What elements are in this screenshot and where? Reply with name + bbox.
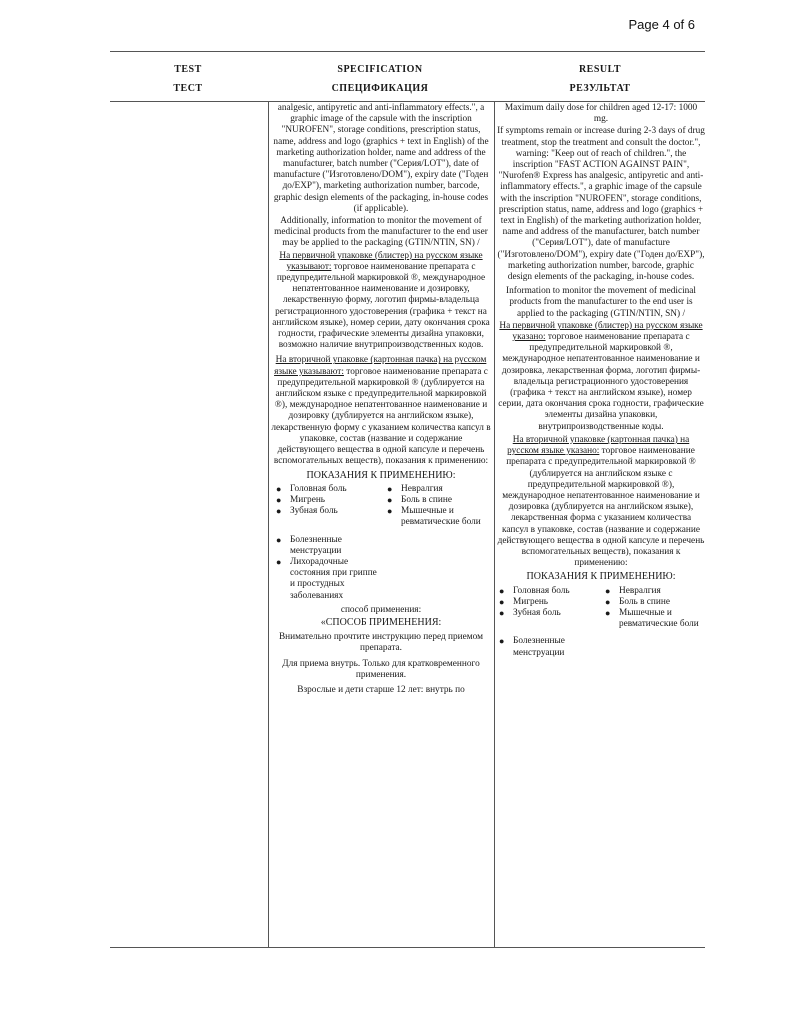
- result-secondary-text: торговое наименование препарата с предупредительной маркировкой ® (дублируется на английском языке с предупредительной маркировкой ®), международное непатентованное наименование и дозировка (дублируется на английском языке), лекарственная форма с указанием количества капсул в упаковке, состав (название и содержание действующего вещества в одной капсуле и перечень вспомогательных веществ), показания к применению:: [497, 446, 705, 569]
- result-secondary-heading: На вторичной упаковке (картонная пачка) на русском языке указано:: [507, 434, 690, 457]
- bullet-icon: ●: [276, 534, 282, 545]
- result-paragraph-2: If symptoms remain or increase during 2-3 days of drug treatment, stop the treatment and consult the doctor.", warning: "Keep out of reach of children.", the inscription "FAST ACTION AGAINST PAIN", "Nurofen® Express has analgesic, antipyretic and anti-inflammatory effects.", a graphic image of the capsule with the inscription "NUROFEN", storage conditions, prescription status, name, address and logo (graphics + text in English) of the marketing authorization holder, name and address of the manufacturer, batch number ("Серия/LOT"), date of manufacture ("Изготовлено/DOM"), expiry date ("Годен до/EXP"), marketing authorization number, barcode, graphic design elements of the packaging, in-house codes.: [497, 126, 705, 283]
- bullet-icon: ●: [276, 556, 282, 567]
- spec-secondary-packaging: [270, 355, 492, 467]
- header-test-ru: ТЕСТ: [173, 83, 203, 94]
- bullet-icon: ●: [387, 483, 393, 494]
- spec-paragraph-6: «СПОСОБ ПРИМЕНЕНИЯ:: [320, 616, 442, 628]
- result-primary-packaging: [497, 321, 705, 433]
- header-result-en: RESULT: [578, 64, 622, 75]
- list-item: ● Боль в спине: [605, 596, 670, 607]
- list-item: ● Мигрень: [499, 596, 549, 607]
- bullet-icon: ●: [605, 596, 611, 607]
- table-bottom-rule: [110, 947, 705, 948]
- spec-paragraph-2: Additionally, information to monitor the movement of medicinal products from the manufacturer to the end user may be applied to the packaging (GTIN/NTIN, SN) /: [274, 216, 488, 249]
- column-divider-left: [268, 101, 269, 947]
- list-item: ● Болезненные менструации: [499, 636, 565, 658]
- list-item: ● Лихорадочные состояния при гриппе и простудных заболеваниях: [276, 556, 377, 601]
- header-spec-en: SPECIFICATION: [337, 64, 423, 75]
- table-top-rule: [110, 51, 705, 52]
- column-divider-right: [494, 101, 495, 947]
- spec-paragraph-1: analgesic, antipyretic and anti-inflammatory effects.", a graphic image of the capsule with the inscription "NUROFEN", storage conditions, prescription status, name, address and logo (graphics + text in English) of the marketing authorization holder, name and address of the manufacturer, batch number ("Серия/LOT"), date of manufacture ("Изготовлено/DOM"), expiry date ("Годен до/EXP"), marketing authorization number, barcode, graphic design elements of the packaging, in-house codes (if applicable).: [273, 103, 489, 214]
- result-indications-list: [497, 586, 705, 659]
- list-item: ● Мышечные и ревматические боли: [605, 607, 699, 630]
- specification-column: [270, 103, 492, 945]
- header-spec-ru: СПЕЦИФИКАЦИЯ: [331, 83, 429, 94]
- spec-paragraph-7: Внимательно прочтите инструкцию перед приемом препарата.: [278, 632, 484, 654]
- list-item: ● Болезненные менструации: [276, 534, 342, 556]
- result-primary-heading: На первичной упаковке (блистер) на русском языке указано:: [499, 320, 703, 343]
- result-column: [497, 103, 705, 945]
- bullet-icon: ●: [387, 494, 393, 505]
- spec-primary-text: торговое наименование препарата с предупредительной маркировкой ®, международное непатентованное наименование и дозировку, лекарственную форму, логотип фирмы-владельца регистрационного удостоверения (графика + текст на английском языке), номер серии, дату окончания срока годности, графические элементы дизайна упаковки, возможно наличие внутрипроизводственных кодов.: [272, 261, 490, 351]
- header-result-ru: РЕЗУЛЬТАТ: [569, 83, 631, 94]
- bullet-icon: ●: [499, 607, 505, 618]
- result-indications-title: ПОКАЗАНИЯ К ПРИМЕНЕНИЮ:: [526, 571, 676, 583]
- list-item: ● Зубная боль: [276, 506, 338, 517]
- list-item: ● Мышечные и ревматические боли: [387, 506, 481, 528]
- spec-primary-packaging: [270, 251, 492, 352]
- bullet-icon: ●: [276, 506, 282, 517]
- list-item: ● Зубная боль: [499, 607, 561, 618]
- list-item: ● Головная боль: [499, 585, 570, 596]
- bullet-icon: ●: [499, 585, 505, 596]
- header-test-en: TEST: [174, 64, 202, 75]
- spec-paragraph-9: Взрослые и дети старше 12 лет: внутрь по: [297, 684, 465, 695]
- result-primary-text: торговое наименование препарата с предупредительной маркировкой ®, международное непатентованное наименование и дозировка, лекарственная форма, логотип фирмы-владельца регистрационного удостоверения (графика + текст на английском языке), номер серии, дата окончания срока годности, графические элементы дизайна упаковки, внутрипроизводственные коды.: [498, 332, 704, 432]
- spec-indications-title: ПОКАЗАНИЯ К ПРИМЕНЕНИЮ:: [306, 469, 456, 481]
- spec-paragraph-8: Для приема внутрь. Только для кратковременного применения.: [282, 658, 480, 680]
- header-bottom-rule: [110, 101, 705, 102]
- page-number: Page 4 of 6: [628, 17, 695, 32]
- spec-secondary-text: торговое наименование препарата с предупредительной маркировкой ® (дублируется на английском языке с предупредительной маркировкой ®), международное непатентованное наименование и дозировку (дублируется на английском языке), лекарственную форму с указанием количества капсул в упаковке, состав (название и содержание действующего вещества в одной капсуле и перечень вспомогательных веществ), показания к применению:: [271, 366, 491, 467]
- result-paragraph-3: Information to monitor the movement of medicinal products from the manufacturer to the end user is applied to the packaging (GTIN/NTIN, SN) /: [505, 286, 697, 319]
- bullet-icon: ●: [276, 483, 282, 494]
- bullet-icon: ●: [605, 607, 611, 618]
- list-item: ● Боль в спине: [387, 494, 452, 505]
- list-item: ● Головная боль: [276, 483, 347, 494]
- bullet-icon: ●: [499, 596, 505, 607]
- list-item: ● Мигрень: [276, 494, 326, 505]
- bullet-icon: ●: [387, 506, 393, 517]
- spec-paragraph-5: способ применения:: [340, 604, 422, 615]
- result-paragraph-1: Maximum daily dose for children aged 12-17: 1000 mg.: [504, 103, 698, 125]
- result-secondary-packaging: [497, 435, 705, 569]
- bullet-icon: ●: [276, 494, 282, 505]
- spec-indications-list: [270, 484, 492, 602]
- bullet-icon: ●: [605, 585, 611, 596]
- list-item: ● Невралгия: [605, 585, 661, 596]
- spec-secondary-heading: На вторичной упаковке (картонная пачка) на русском языке указывают:: [274, 355, 487, 377]
- bullet-icon: ●: [499, 636, 505, 647]
- spec-primary-heading: На первичной упаковке (блистер) на русском языке указывают:: [279, 250, 483, 272]
- list-item: ● Невралгия: [387, 483, 443, 494]
